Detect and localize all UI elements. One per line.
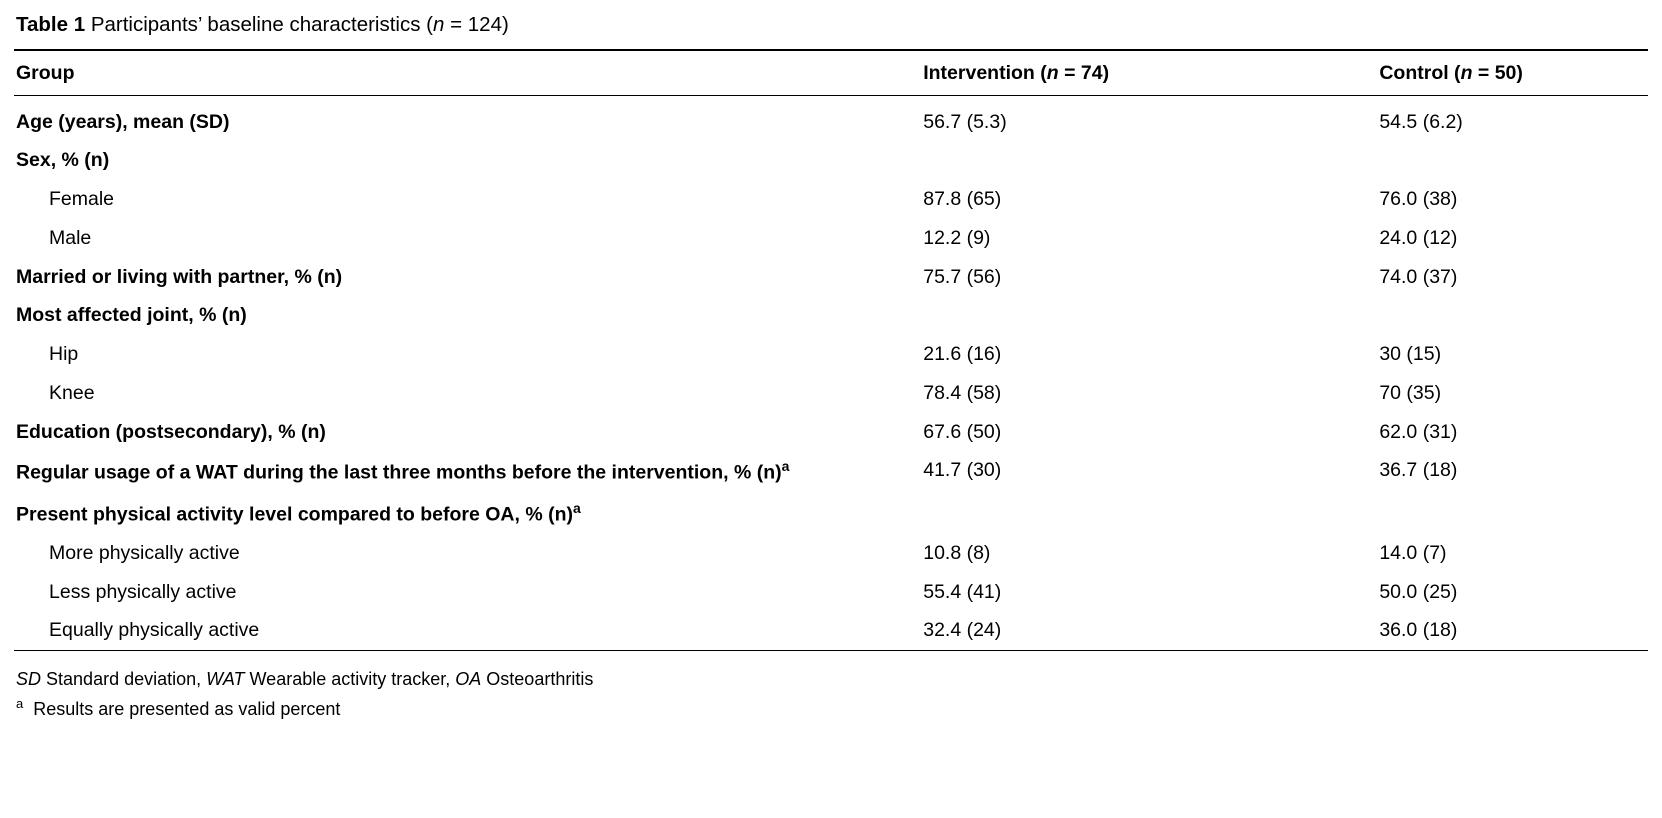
cell-intervention [921,493,1377,534]
row-label-text: Education (postsecondary), % (n) [16,420,326,443]
row-label [14,413,921,452]
footnote-abbr: OA [455,669,482,690]
cell-control: 54.5 (6.2) [1379,110,1463,133]
footnote-abbreviations [14,663,1648,692]
cell-control: 24.0 (12) [1379,226,1458,249]
row-label-text: Regular usage of a WAT during the last three months before the intervention, % (n) [16,461,782,484]
row-label-text: More physically active [49,541,240,564]
row-label [14,451,921,492]
header-control-n: n [1460,61,1473,84]
caption-text-before: Participants’ baseline characteristics ( [90,13,434,36]
row-label [14,493,921,534]
table-row [14,219,1648,258]
row-label-superscript: a [573,499,581,516]
footnote-marker: a [16,696,24,712]
row-label-text: Less physically active [49,580,237,603]
row-label [14,374,921,413]
cell-control: 36.7 (18) [1379,459,1458,482]
column-header-group: Group [14,50,921,96]
cell-intervention: 41.7 (30) [923,459,1002,482]
caption-n-value: = 124 [444,13,502,36]
header-intervention-suffix: ) [1102,61,1110,84]
cell-intervention: 56.7 (5.3) [923,110,1007,133]
header-intervention-n: n [1046,61,1059,84]
caption-text-after: ) [502,13,509,36]
row-label-text: Present physical activity level compared to before OA, % (n) [16,503,574,526]
table-caption [14,8,1648,49]
baseline-characteristics-table [14,49,1648,651]
table-body [14,95,1648,650]
row-label-text: Female [49,188,115,211]
row-label-text: Married or living with partner, % (n) [16,265,343,288]
row-label-text: Knee [49,381,95,404]
row-label [14,219,921,258]
footnote-abbr: WAT [206,669,245,690]
caption-n-symbol: n [433,13,445,36]
cell-control: 14.0 (7) [1379,541,1447,564]
footnote-abbr-meaning: Standard deviation, [46,669,207,690]
header-control-prefix: Control ( [1379,61,1461,84]
cell-control: 76.0 (38) [1379,188,1458,211]
row-label [14,95,921,141]
row-label [14,180,921,219]
cell-intervention: 12.2 (9) [923,226,991,249]
row-label [14,258,921,297]
cell-intervention: 21.6 (16) [923,343,1002,366]
row-label [14,296,921,335]
cell-intervention: 87.8 (65) [923,188,1002,211]
cell-control: 50.0 (25) [1379,580,1458,603]
row-label [14,141,921,180]
cell-control: 36.0 (18) [1379,619,1458,642]
footnote-abbr-meaning: Wearable activity tracker, [249,669,456,690]
row-label [14,534,921,573]
header-control-suffix: ) [1516,61,1523,84]
footnote-abbr-meaning: Osteoarthritis [486,669,594,690]
cell-intervention: 10.8 (8) [923,541,991,564]
table-row [14,493,1648,534]
column-header-control [1377,50,1648,96]
table-row [14,534,1648,573]
footnote-note [14,692,1648,722]
row-label-text: Age (years), mean (SD) [16,110,230,133]
footnote-text: Results are presented as valid percent [33,699,341,720]
footnote-abbr: SD [16,669,42,690]
cell-control: 62.0 (31) [1379,420,1458,443]
cell-control: 30 (15) [1379,343,1442,366]
cell-intervention [921,296,1377,335]
table-row [14,258,1648,297]
header-control-value: = 50 [1472,61,1517,84]
table-row [14,95,1648,141]
table-label: Table 1 [16,13,86,36]
cell-control [1377,493,1648,534]
table-row [14,413,1648,452]
header-intervention-value: = 74 [1058,61,1103,84]
table-row [14,573,1648,612]
row-label-text: Sex, % (n) [16,149,110,172]
table-row [14,335,1648,374]
cell-control [1377,141,1648,180]
cell-intervention: 67.6 (50) [923,420,1002,443]
cell-control: 74.0 (37) [1379,265,1458,288]
row-label-text: Hip [49,343,79,366]
cell-control: 70 (35) [1379,381,1442,404]
table-row [14,611,1648,650]
cell-intervention [921,141,1377,180]
cell-intervention: 78.4 (58) [923,381,1002,404]
header-intervention-prefix: Intervention ( [923,61,1047,84]
table-row [14,374,1648,413]
table-footnotes [14,651,1648,722]
cell-intervention: 32.4 (24) [923,619,1002,642]
row-label [14,611,921,650]
header-row [14,50,1648,96]
row-label [14,573,921,612]
cell-intervention: 75.7 (56) [923,265,1002,288]
cell-intervention: 55.4 (41) [923,580,1002,603]
table-row [14,296,1648,335]
row-label-superscript: a [781,458,790,475]
row-label-text: Most affected joint, % (n) [16,304,247,327]
table-row [14,141,1648,180]
table-row [14,180,1648,219]
row-label-text: Male [49,226,92,249]
row-label-text: Equally physically active [49,619,260,642]
cell-control [1377,296,1648,335]
row-label [14,335,921,374]
column-header-intervention [921,50,1377,96]
table-row [14,451,1648,492]
table-head [14,50,1648,96]
